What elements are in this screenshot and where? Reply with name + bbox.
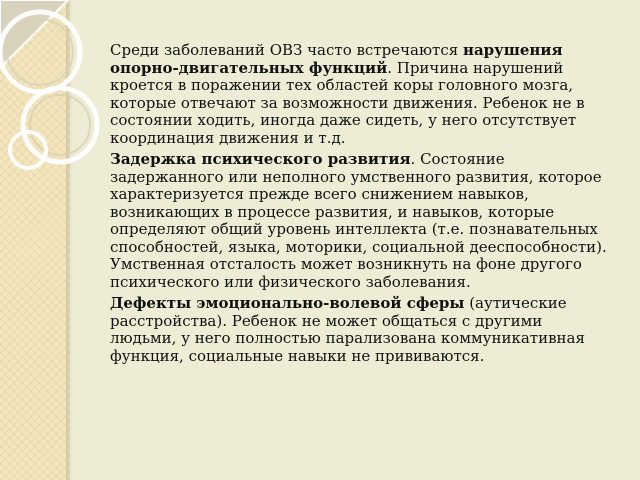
slide-body <box>110 42 610 369</box>
paragraph-text: . Состояние задержанного или неполного умственного развития, которое характеризуется прежде всего снижением навыков, возникающих в процессе развития, и навыков, которые определяют общий уровень интеллекта (т.е. познавательных способностей, языка, моторики, социальной дееспособности). Умственная отсталость может возникнуть на фоне другого психического или физического заболевания. <box>110 150 607 291</box>
ring-small <box>10 132 46 168</box>
term-emotional-defects: Дефекты эмоционально-волевой сферы <box>110 294 465 312</box>
paragraph-musculoskeletal <box>110 42 610 147</box>
ring-middle-inner <box>30 95 90 155</box>
paragraph-text: . Причина нарушений кроется в поражении тех областей коры головного мозга, которые отвечают за возможности движения. Ребенок не в состоянии ходить, иногда даже сидеть, у него отсутствует координация движения и т.д. <box>110 58 585 147</box>
term-developmental-delay: Задержка психического развития <box>110 150 411 168</box>
ring-middle <box>23 88 97 162</box>
term-musculoskeletal: нарушения опорно-двигательных функций <box>110 41 563 77</box>
paragraph-emotional-defects <box>110 295 610 365</box>
paragraph-text: Среди заболеваний ОВЗ часто встречаются <box>110 41 463 59</box>
paragraph-text: (аутические расстройства). Ребенок не может общаться с другими людьми, у него полностью парализована коммуникативная функция, социальные навыки не прививаются. <box>110 294 585 365</box>
paragraph-developmental-delay <box>110 151 610 291</box>
